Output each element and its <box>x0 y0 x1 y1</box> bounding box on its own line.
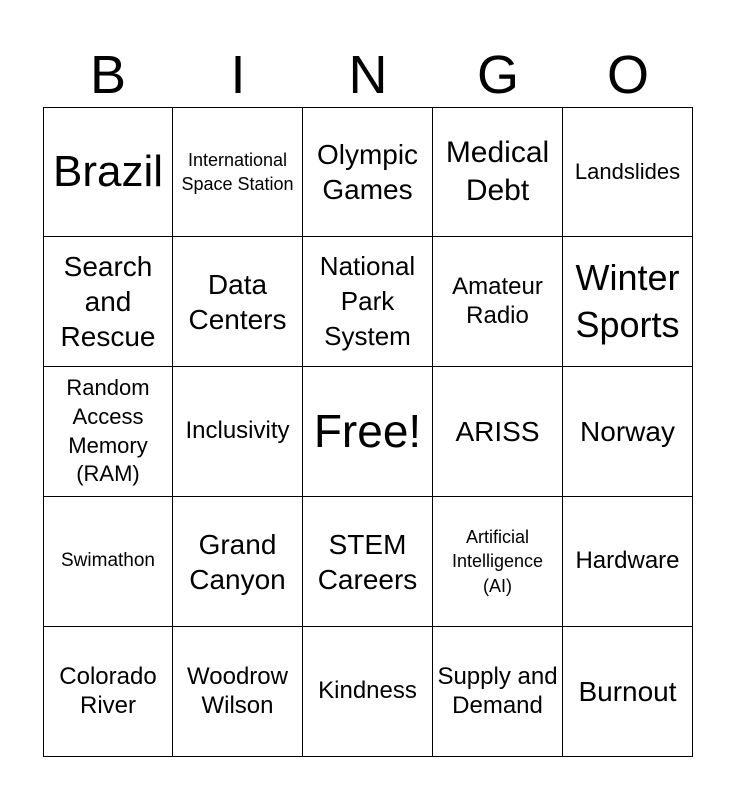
bingo-cell[interactable] <box>173 107 303 237</box>
bingo-cell[interactable] <box>563 497 693 627</box>
bingo-cell[interactable] <box>303 107 433 237</box>
cell-label: Grand Canyon <box>189 528 286 595</box>
header-letter-n: N <box>348 45 388 105</box>
bingo-cell[interactable] <box>563 107 693 237</box>
cell-label: Colorado River <box>59 662 157 719</box>
header-letter-b: B <box>89 45 127 105</box>
cell-label: Artificial Intelligence (AI) <box>451 527 544 596</box>
cell-label: Brazil <box>52 147 164 197</box>
cell-label: Winter Sports <box>575 257 680 345</box>
cell-label: Data Centers <box>188 268 287 335</box>
free-cell[interactable] <box>303 367 433 497</box>
cell-label: ARISS <box>455 416 540 447</box>
header-letter-o: O <box>606 45 649 105</box>
bingo-header <box>43 42 693 108</box>
cell-label: Amateur Radio <box>452 272 543 329</box>
bingo-cell[interactable] <box>43 497 173 627</box>
cell-label: Inclusivity <box>185 417 290 445</box>
cell-label: Supply and Demand <box>437 662 558 719</box>
bingo-cell[interactable] <box>173 497 303 627</box>
header-letter-i: I <box>230 45 246 105</box>
bingo-cell[interactable] <box>303 237 433 367</box>
bingo-cell[interactable] <box>43 237 173 367</box>
cell-label: Free! <box>313 404 422 457</box>
cell-label: Norway <box>580 416 675 447</box>
cell-label: Landslides <box>574 158 681 184</box>
bingo-cell[interactable] <box>433 237 563 367</box>
bingo-cell[interactable] <box>303 627 433 757</box>
cell-label: Woodrow Wilson <box>187 662 288 719</box>
bingo-cell[interactable] <box>563 237 693 367</box>
cell-label: Olympic Games <box>316 139 419 205</box>
cell-label: Random Access Memory (RAM) <box>66 375 150 487</box>
cell-label: Search and Rescue <box>60 251 156 352</box>
bingo-cell[interactable] <box>433 367 563 497</box>
cell-label: Hardware <box>575 547 680 575</box>
bingo-cell[interactable] <box>563 367 693 497</box>
cell-label: Swimathon <box>61 550 155 572</box>
bingo-cell[interactable] <box>43 367 173 497</box>
header-letter-g: G <box>476 45 519 105</box>
bingo-cell[interactable] <box>433 627 563 757</box>
cell-label: National Park System <box>319 250 416 352</box>
bingo-cell[interactable] <box>303 497 433 627</box>
cell-label: STEM Careers <box>317 528 418 595</box>
bingo-cell[interactable] <box>433 107 563 237</box>
bingo-cell[interactable] <box>173 627 303 757</box>
cell-label: International Space Station <box>181 149 294 194</box>
bingo-cell[interactable] <box>43 107 173 237</box>
bingo-board <box>43 107 693 757</box>
bingo-cell[interactable] <box>43 627 173 757</box>
bingo-cell[interactable] <box>173 237 303 367</box>
cell-label: Burnout <box>578 676 677 707</box>
bingo-cell[interactable] <box>563 627 693 757</box>
cell-label: Medical Debt <box>445 135 550 207</box>
cell-label: Kindness <box>318 677 417 705</box>
bingo-cell[interactable] <box>173 367 303 497</box>
bingo-cell[interactable] <box>433 497 563 627</box>
